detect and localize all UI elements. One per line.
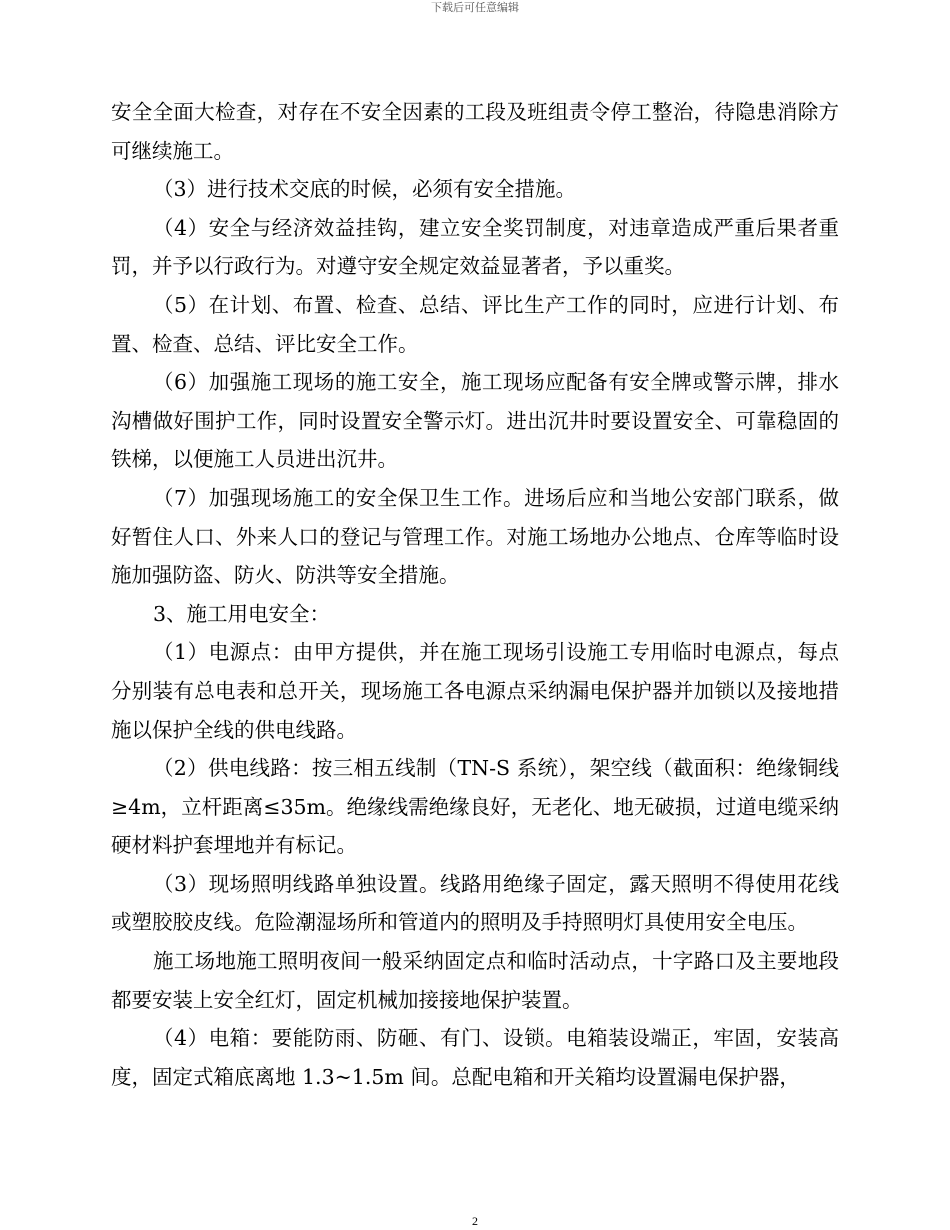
paragraph-6: （7）加强现场施工的安全保卫生工作。进场后应和当地公安部门联系，做好暂住人口、外来人口的登记与管理工作。对施工场地办公地点、仓库等临时设施加强防盗、防火、防洪等安全措施。	[111, 485, 839, 588]
paragraph-5: （6）加强施工现场的施工安全，施工现场应配备有安全牌或警示牌，排水沟槽做好围护工作，同时设置安全警示灯。进出沉井时要设置安全、可靠稳固的铁梯，以便施工人员进出沉井。	[111, 370, 839, 472]
paragraph-11: （4）电箱：要能防雨、防砸、有门、设锁。电箱装设端正，牢固，安装高度，固定式箱底离地 1.3~1.5m 间。总配电箱和开关箱均设置漏电保护器，	[111, 1026, 839, 1089]
paragraph-10: 施工场地施工照明夜间一般采纳固定点和临时活动点，十字路口及主要地段都要安装上安全红灯，固定机械加接接地保护装置。	[111, 949, 839, 1012]
section-heading-power-safety: 3、施工用电安全：	[153, 601, 331, 626]
paragraph-2: （3）进行技术交底的时候，必须有安全措施。	[153, 177, 577, 202]
paragraph-3: （4）安全与经济效益挂钩，建立安全奖罚制度，对违章造成严重后果者重罚，并予以行政行为。对遵守安全规定效益显著者，予以重奖。	[111, 215, 839, 279]
paragraph-9: （3）现场照明线路单独设置。线路用绝缘子固定，露天照明不得使用花线或塑胶胶皮线。危险潮湿场所和管道内的照明及手持照明灯具使用安全电压。	[111, 871, 839, 935]
paragraph-7: （1）电源点：由甲方提供，并在施工现场引设施工专用临时电源点，每点分别装有总电表和总开关，现场施工各电源点采纳漏电保护器并加锁以及接地措施以保护全线的供电线路。	[111, 640, 839, 742]
document-body	[111, 93, 839, 1096]
paragraph-1: 安全全面大检查，对存在不安全因素的工段及班组责令停工整治，待隐患消除方可继续施工。	[111, 100, 839, 163]
paragraph-4: （5）在计划、布置、检查、总结、评比生产工作的同时，应进行计划、布置、检查、总结、评比安全工作。	[111, 292, 839, 356]
page-number: 2	[472, 1214, 478, 1228]
header-note: 下载后可任意编辑	[431, 1, 519, 14]
paragraph-8: （2）供电线路：按三相五线制（TN-S 系统），架空线（截面积：绝缘铜线≥4m，立杆距离≤35m。绝缘线需绝缘良好，无老化、地无破损，过道电缆采纳硬材料护套埋地并有标记。	[111, 756, 839, 858]
